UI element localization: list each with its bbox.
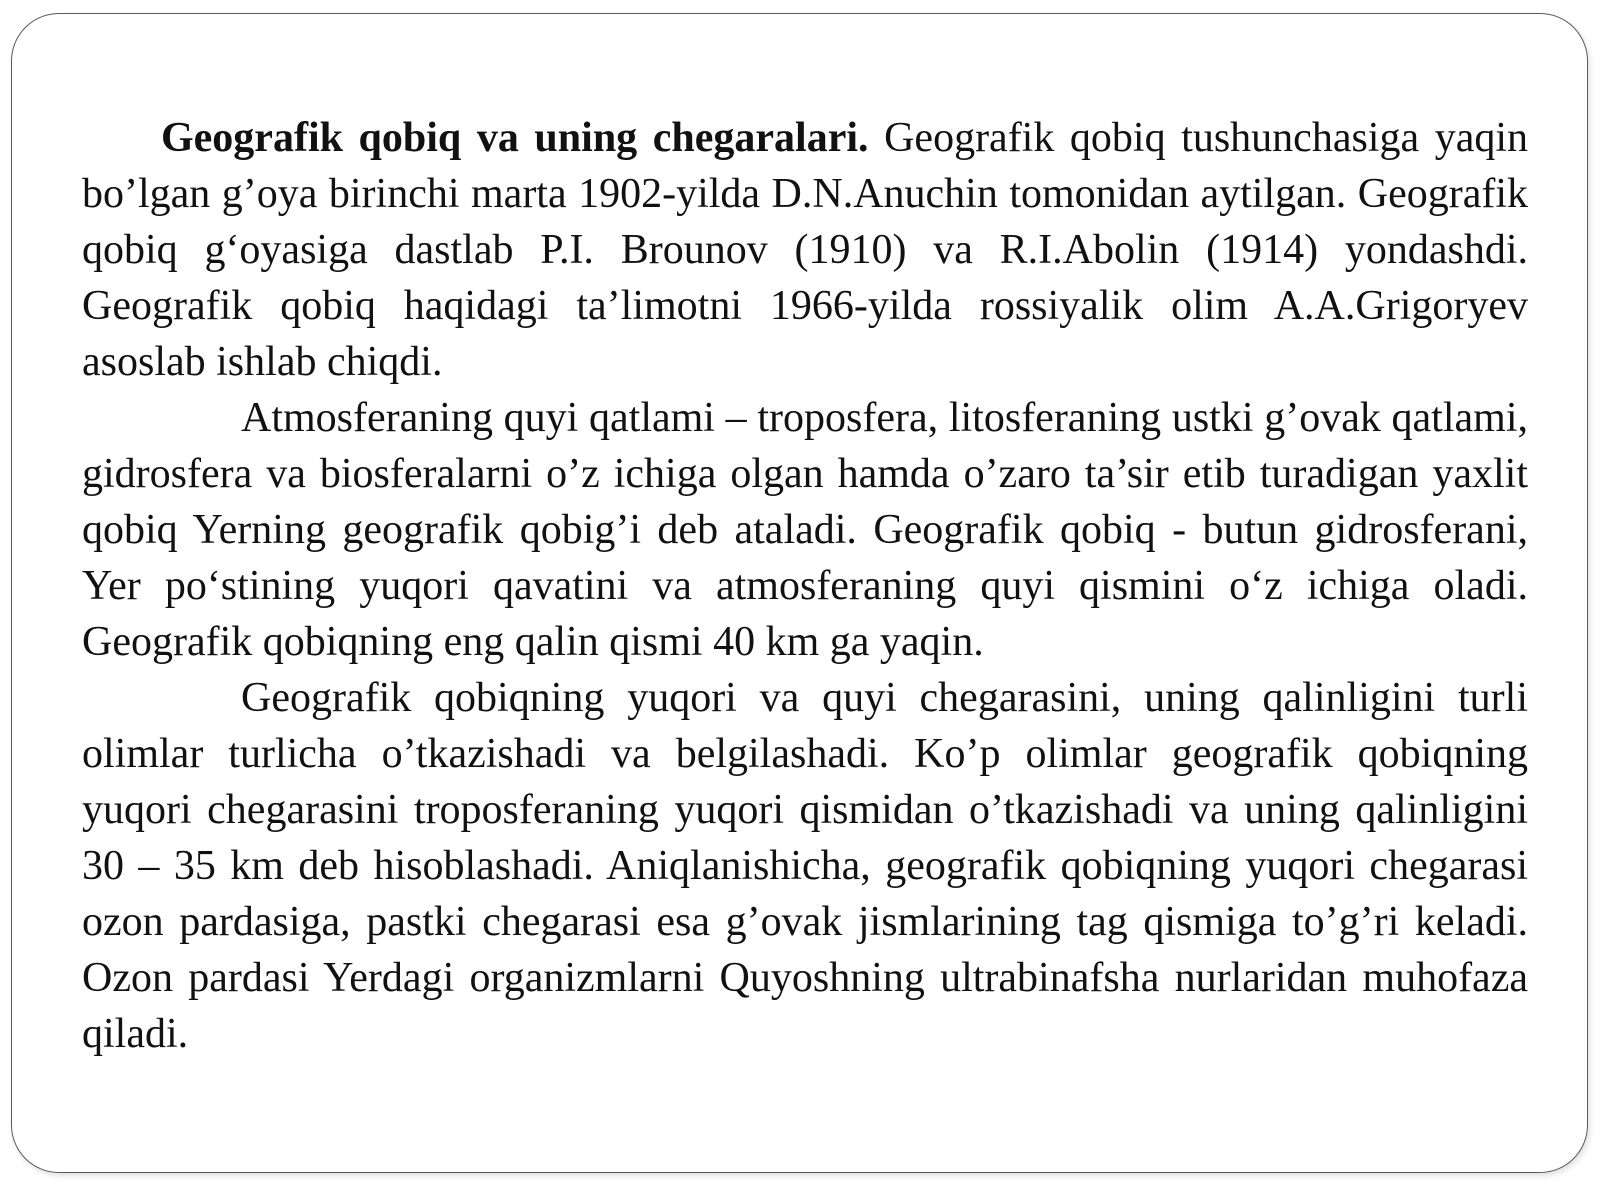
paragraph-2: Atmosferaning quyi qatlami – troposfera, litosferaning ustki g’ovak qatlami, gidrosfera va biosferalarni o’z ichiga olgan hamda o’zaro ta’sir etib turadigan yaxlit qobiq Yerning geografik qobig’i deb ataladi. Geografik qobiq - butun gidrosferani, Yer po‘stining yuqori qavatini va atmosferaning quyi qismini o‘z ichiga oladi. Geografik qobiqning eng qalin qismi 40 km ga yaqin. [82,395,1528,665]
paragraph-1-text: Geografik qobiq tushunchasiga yaqin bo’lgan g’oya birinchi marta 1902-yilda D.N.Anuchin tomonidan aytilgan. Geografik qobiq g‘oyasiga dastlab P.I. Brounov (1910) va R.I.Abolin (1914) yondashdi. Geografik qobiq haqidagi ta’limotni 1966-yilda rossiyalik olim A.A.Grigoryev asoslab ishlab chiqdi. [82,115,1528,385]
text-body [82,110,1528,1062]
slide-frame [11,13,1588,1173]
section-heading: Geografik qobiq va uning chegaralari. [161,115,869,161]
paragraph-1 [82,110,1528,390]
paragraph-3: Geografik qobiqning yuqori va quyi chegarasini, uning qalinligini turli olimlar turlicha o’tkazishadi va belgilashadi. Ko’p olimlar geografik qobiqning yuqori chegarasini troposferaning yuqori qismidan o’tkazishadi va uning qalinligini 30 – 35 km deb hisoblashadi. Aniqlanishicha, geografik qobiqning yuqori chegarasi ozon pardasiga, pastki chegarasi esa g’ovak jismlarining tag qismiga to’g’ri keladi. Ozon pardasi Yerdagi organizmlarni Quyoshning ultrabinafsha nurlaridan muhofaza qiladi. [82,675,1528,1057]
